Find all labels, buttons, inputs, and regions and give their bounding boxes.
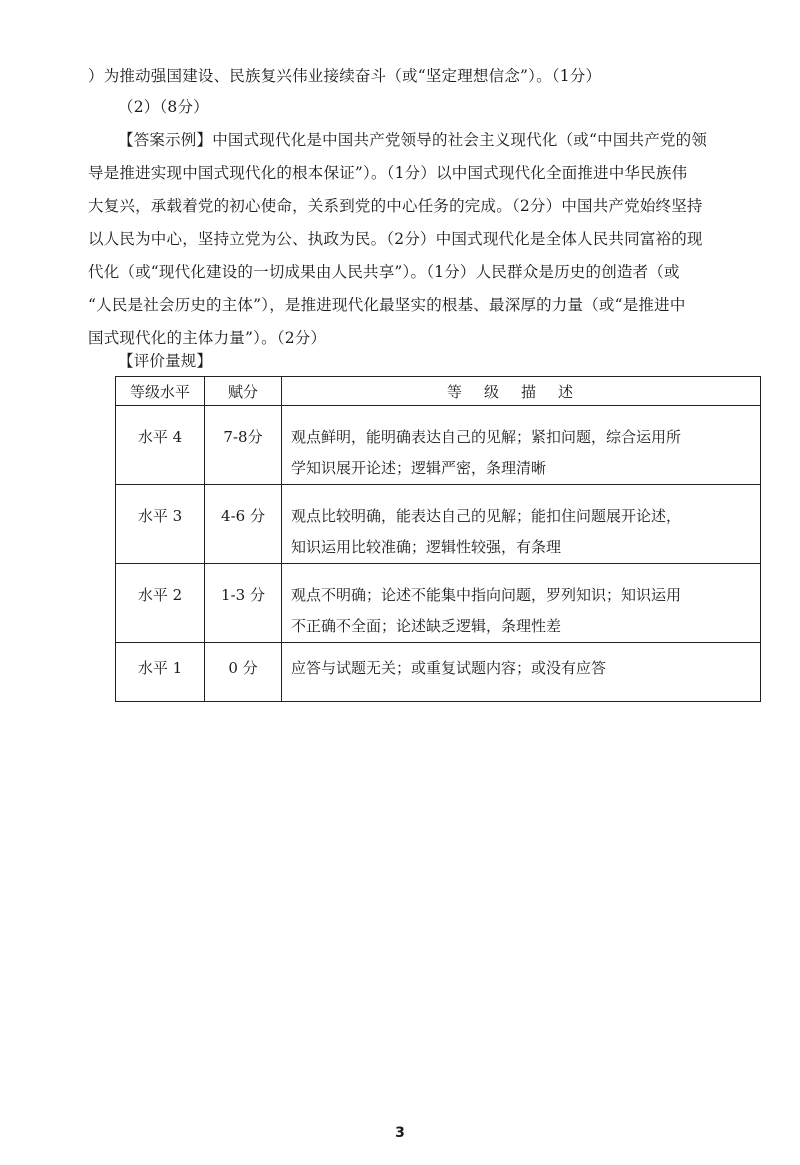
description-cell: 观点鲜明，能明确表达自己的见解；紧扣问题，综合运用所 学知识展开论述；逻辑严密，条理清晰 (291, 428, 682, 477)
level-cell: 水平 3 (137, 507, 183, 525)
description-cell: 观点比较明确，能表达自己的见解；能扣住问题展开论述， 知识运用比较准确；逻辑性较强，有条理 (291, 507, 682, 556)
score-cell: 0 分 (228, 659, 258, 677)
score-cell: 1-3 分 (221, 586, 265, 604)
sub-question-label: （2）（8分） (118, 98, 209, 116)
description-cell: 观点不明确；论述不能集中指向问题，罗列知识；知识运用 不正确不全面；论述缺乏逻辑，条理性差 (291, 586, 682, 635)
table-row (116, 564, 761, 643)
header-level: 等级水平 (116, 377, 205, 406)
answer-line-8: “人民是社会历史的主体”），是推进现代化最坚实的根基、最深厚的力量（或“是推进中 (88, 296, 686, 314)
answer-line-5: 大复兴，承载着党的初心使命，关系到党的中心任务的完成。（2分）中国共产党始终坚持 (88, 197, 703, 215)
level-cell: 水平 4 (137, 428, 183, 446)
level-cell: 水平 1 (137, 659, 183, 677)
answer-line-3: 【答案示例】中国式现代化是中国共产党领导的社会主义现代化（或“中国共产党的领 (118, 131, 708, 149)
table-row (116, 485, 761, 564)
answer-line-4: 导是推进实现中国式现代化的根本保证”）。（1分）以中国式现代化全面推进中华民族伟 (88, 164, 688, 182)
answer-line-1: ）为推动强国建设、民族复兴伟业接续奋斗（或“坚定理想信念”）。（1分） (88, 67, 602, 85)
rubric-table (115, 376, 761, 702)
score-cell: 7-8分 (223, 428, 263, 446)
score-cell: 4-6 分 (221, 507, 265, 525)
table-header-row (116, 377, 761, 406)
answer-line-9: 国式现代化的主体力量”）。（2分） (88, 329, 327, 347)
table-row (116, 643, 761, 702)
page-number: 3 (395, 1125, 405, 1141)
level-cell: 水平 2 (137, 586, 183, 604)
rubric-heading: 【评价量规】 (118, 352, 213, 370)
header-score: 赋分 (205, 377, 282, 406)
table-row (116, 406, 761, 485)
description-cell: 应答与试题无关；或重复试题内容；或没有应答 (291, 659, 607, 677)
answer-line-6: 以人民为中心，坚持立党为公、执政为民。（2分）中国式现代化是全体人民共同富裕的现 (88, 230, 703, 248)
answer-line-7: 代化（或“现代化建设的一切成果由人民共享”）。（1分）人民群众是历史的创造者（或 (88, 263, 680, 281)
header-description: 等级描述 (282, 377, 761, 406)
